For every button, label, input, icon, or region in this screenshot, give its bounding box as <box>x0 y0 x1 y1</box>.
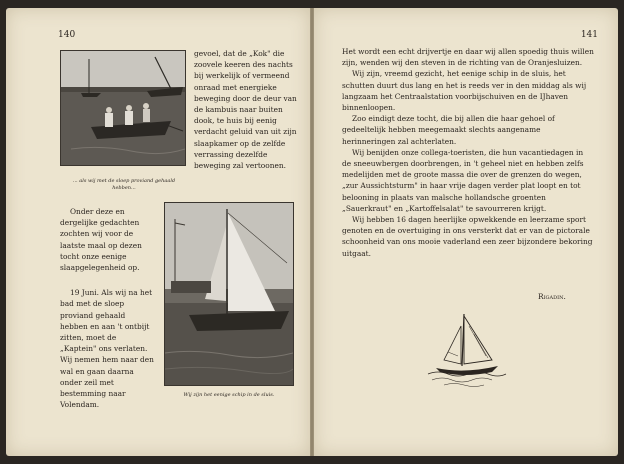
page-number-left: 140 <box>58 30 76 40</box>
photo-rowing-boat-image <box>61 51 185 165</box>
sailboat-sketch-illustration <box>424 308 508 388</box>
photo-sailboat-lock-image <box>165 203 293 385</box>
paragraph: Wij benijden onze collega-toeristen, die hun vacantiedagen in de sneeuwbergen doorbrengen, in 't geheel niet en hebben zelfs medelijden met de groote massa die over de grenzen do wegen, „zur Aussichtsturm" in haar vrije dagen verder plat loopt en tot belooning in plaats van malsche hollandsche groenten „Sauerkraut" en „Kartoffelsalat" te savourreren krijgt. <box>342 147 584 213</box>
page-number-right: 141 <box>580 30 598 40</box>
photo-rowing-boat-caption: ... als wij met de sloep proviand gehaald hebben... <box>72 178 176 191</box>
paragraph: Zoo eindigt deze tocht, die bij allen die haar gehoel of gedeeltelijk hebben meegemaakt slechts aangename herinneringen zal achterlaten. <box>342 114 555 146</box>
left-page-column-bottom-left <box>60 206 154 410</box>
right-page <box>314 8 618 456</box>
paragraph: Onder deze en dergelijke gedachten zochten wij voor de laatste maal op dezen tocht onze eenige slaapgelegenheid op. <box>60 207 142 273</box>
photo-rowing-boat <box>60 50 186 166</box>
photo-sailboat-lock-caption: Wij zijn het eenige schip in de sluis. <box>183 392 275 398</box>
photo-sailboat-lock <box>164 202 294 386</box>
right-page-body <box>342 46 594 259</box>
paragraph: Het wordt een echt drijvertje en daar wij allen spoedig thuis willen zijn, wenden wij den steven in de richting van de Oranjesluizen. <box>342 47 594 68</box>
left-page-column-top-right <box>194 48 300 171</box>
paragraph: Wij hebben 16 dagen heerlijke opwekkende en leerzame sport genoten en de overtuiging in ons versterkt dat er van de pictorale schoonheid van ons mooie vaderland een zeer bijzondere bekoring uitgaat. <box>342 215 593 258</box>
author-signature: Rigadin. <box>538 292 566 301</box>
left-page <box>6 8 310 456</box>
paragraph: Wij zijn, vreemd gezicht, het eenige schip in de sluis, het schutten duurt dus lang en het is reeds ver in den middag als wij langzaam het Centraalstation voorbijschuiven en de IJhaven binnenloopen. <box>342 69 587 113</box>
paragraph: gevoel, dat de „Kok" die zoovele keeren des nachts bij werkelijk of vermeend onraad met energieke beweging door de deur van de kambuis naar buiten dook, te huis bij eenig verdacht geluid van uit zijn slaapkamer op de zelfde verrassing dezelfde beweging zal vertoonen. <box>194 49 297 171</box>
paragraph: 19 Juni. Als wij na het bad met de sloep proviand gehaald hebben en aan 't ontbijt zitten, moet de „Kaptein" ons verlaten. Wij nemen hem naar den wal en gaan daarna onder zeil met bestemming naar Volendam. <box>60 288 154 410</box>
